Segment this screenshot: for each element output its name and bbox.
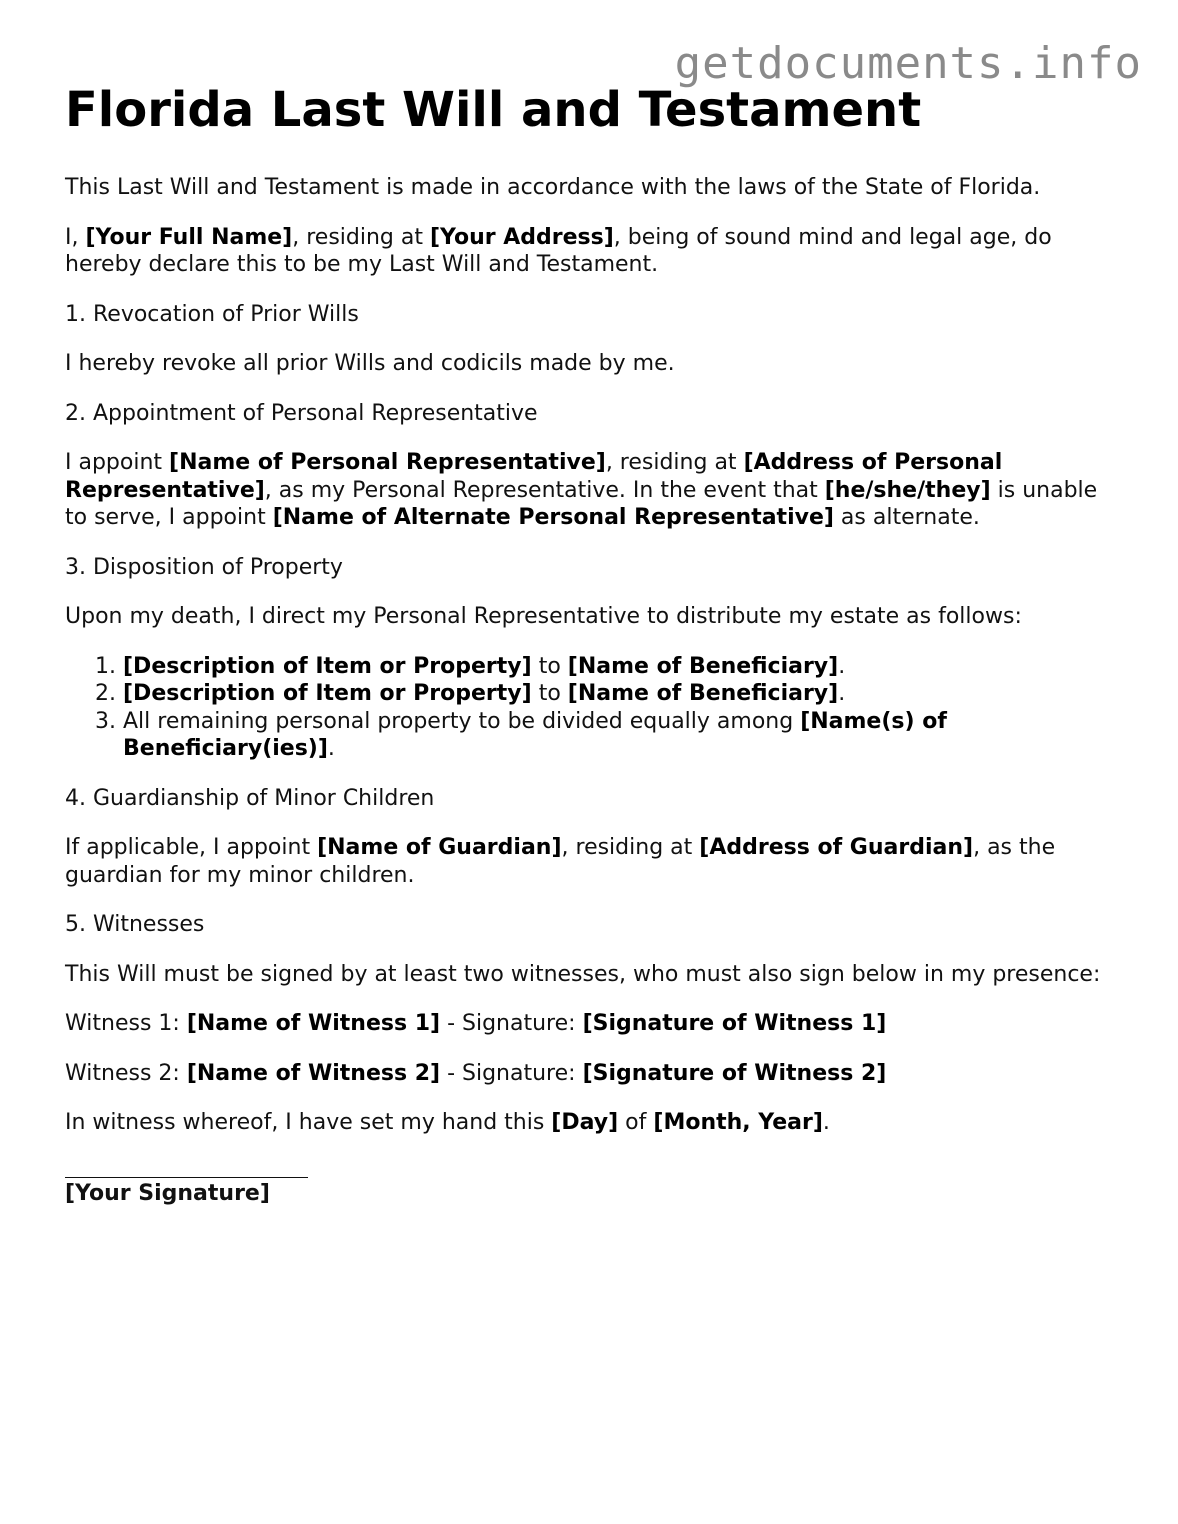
section-2-heading: 2. Appointment of Personal Representative <box>65 400 538 426</box>
section-1-body: I hereby revoke all prior Wills and codicils made by me. <box>65 351 675 376</box>
watermark: getdocuments.info <box>674 38 1142 89</box>
section-4-heading: 4. Guardianship of Minor Children <box>65 785 435 811</box>
list-item: 3. All remaining personal property to be divided equally among [Name(s) of Beneficiary(ies)]. <box>123 708 1125 763</box>
closing-paragraph: In witness whereof, I have set my hand this [Day] of [Month, Year]. <box>65 1110 830 1135</box>
guardian-address-placeholder: [Address of Guardian] <box>699 835 974 860</box>
signature-label: [Your Signature] <box>65 1180 270 1206</box>
declaration-paragraph: I, [Your Full Name], residing at [Your Address], being of sound mind and legal age, do hereby declare this to be my Last Will and Testament. <box>65 224 1052 277</box>
witness-2-line: Witness 2: [Name of Witness 2] - Signature: [Signature of Witness 2] <box>65 1060 887 1086</box>
document-page <box>65 82 1125 1207</box>
section-2-body: I appoint [Name of Personal Representative], residing at [Address of Personal Representative], as my Personal Representative. In the event that [he/she/they] is unable to serve, I appoint [Name of Alternate Personal Representative] as alternate. <box>65 450 1098 530</box>
section-3-body: Upon my death, I direct my Personal Representative to distribute my estate as follows: <box>65 604 1022 629</box>
section-5-heading: 5. Witnesses <box>65 912 205 937</box>
alternate-representative-placeholder: [Name of Alternate Personal Representative] <box>272 505 834 530</box>
section-5-body: This Will must be signed by at least two witnesses, who must also sign below in my presence: <box>65 961 1101 987</box>
guardian-name-placeholder: [Name of Guardian] <box>317 835 562 860</box>
representative-address-placeholder: [Address of Personal Representative] <box>65 450 1003 503</box>
representative-name-placeholder: [Name of Personal Representative] <box>169 450 606 475</box>
document-title: Florida Last Will and Testament <box>65 82 922 138</box>
section-3-heading: 3. Disposition of Property <box>65 554 343 580</box>
distribution-list <box>65 653 1125 763</box>
list-item: 2. [Description of Item or Property] to [Name of Beneficiary]. <box>123 680 1125 708</box>
address-placeholder: [Your Address] <box>429 224 614 250</box>
witness-1-line: Witness 1: [Name of Witness 1] - Signature: [Signature of Witness 1] <box>65 1011 887 1036</box>
list-item: 1. [Description of Item or Property] to [Name of Beneficiary]. <box>123 653 1125 681</box>
full-name-placeholder: [Your Full Name] <box>85 224 293 250</box>
day-placeholder: [Day] <box>551 1110 619 1135</box>
intro-paragraph: This Last Will and Testament is made in accordance with the laws of the State of Florida. <box>65 175 1041 200</box>
pronoun-placeholder: [he/she/they] <box>824 477 991 503</box>
section-1-heading: 1. Revocation of Prior Wills <box>65 301 359 327</box>
signature-line <box>65 1177 308 1178</box>
section-4-body: If applicable, I appoint [Name of Guardian], residing at [Address of Guardian], as the guardian for my minor children. <box>65 835 1056 888</box>
month-year-placeholder: [Month, Year] <box>653 1110 823 1135</box>
